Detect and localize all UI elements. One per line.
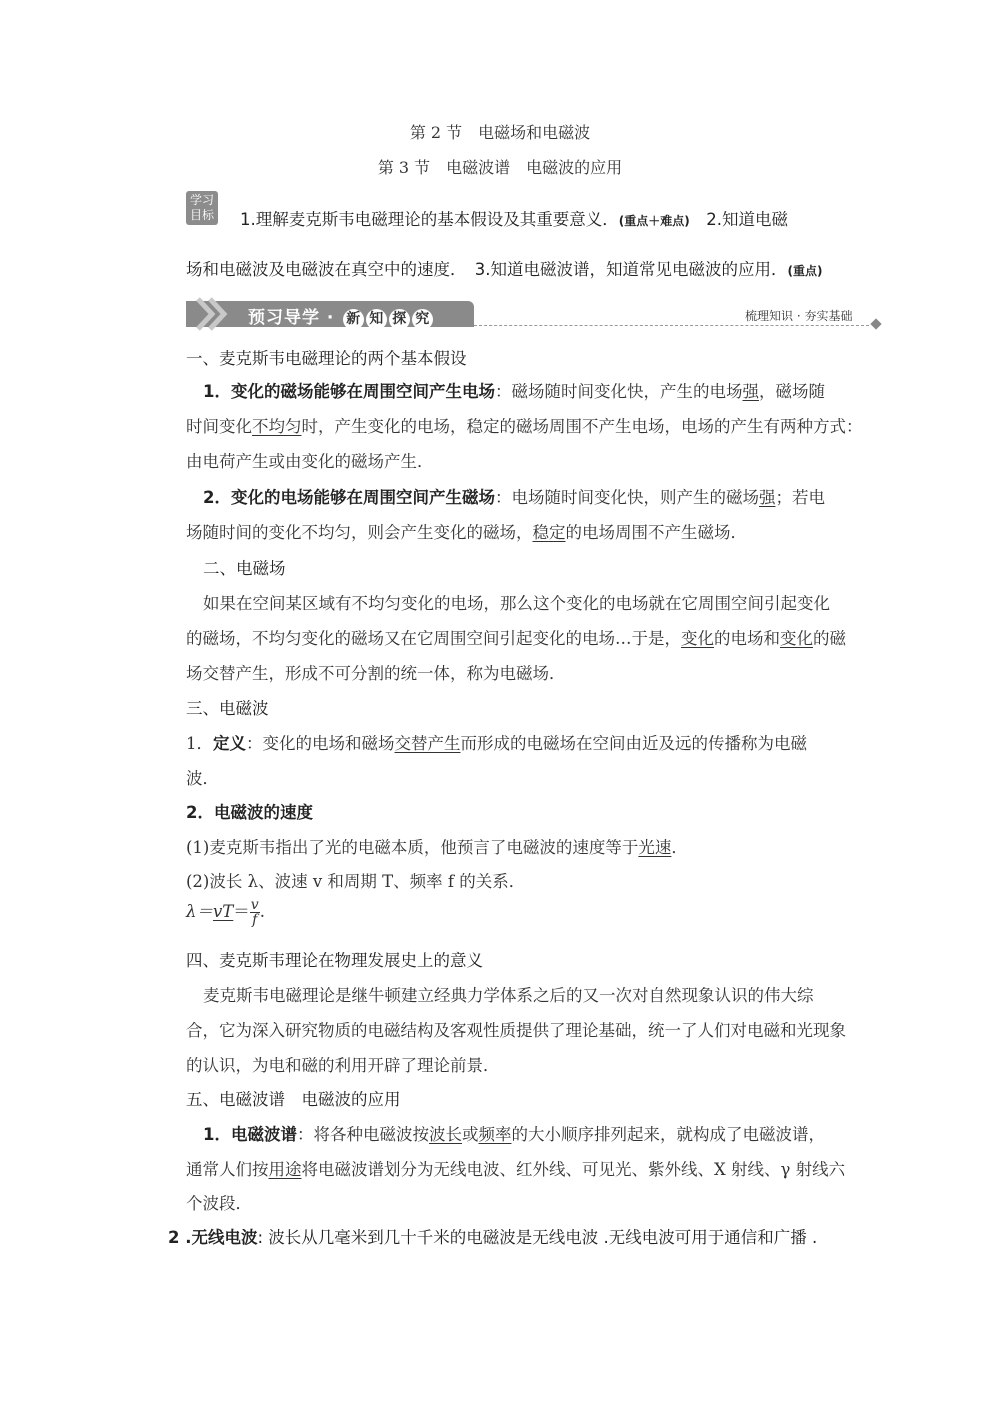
paragraph-line: [203, 484, 825, 508]
text: 场随时间的变化不均匀，则会产生变化的磁场，: [186, 523, 533, 542]
fraction: [250, 898, 260, 927]
heading-section-2: 二、电磁场: [203, 559, 286, 578]
goals-line-2: [186, 256, 822, 280]
text: ；若电: [775, 488, 825, 507]
heading-section-3: 三、电磁波: [186, 699, 269, 718]
paragraph-line: [168, 1224, 817, 1248]
text: 或: [461, 1125, 479, 1144]
underlined-answer: 变化: [681, 629, 714, 648]
text: 的电场和: [714, 629, 780, 648]
banner-dashed-rule: [474, 325, 869, 326]
paragraph-line: 场交替产生，形成不可分割的统一体，称为电磁场．: [186, 664, 566, 683]
underlined-answer: 变化: [780, 629, 813, 648]
paragraph-line: [186, 625, 846, 649]
circled-char: 新: [343, 309, 364, 330]
goal-2-start: 2.知道电磁: [689, 210, 788, 229]
numerator: v: [250, 897, 259, 913]
heading-section-5: 五、电磁波谱 电磁波的应用: [186, 1090, 401, 1109]
text: ：变化的电场和磁场: [246, 734, 395, 753]
goal-2-3-text: 场和电磁波及电磁波在真空中的速度． 3.知道电磁波谱，知道常见电磁波的应用．: [186, 260, 788, 279]
text: : 波长从几毫米到几十千米的电磁波是无线电波 .无线电波可用于通信和广播 .: [257, 1228, 818, 1247]
paragraph-line: [186, 1156, 845, 1180]
circled-char: 知: [366, 309, 387, 330]
bold-lead: 2．变化的电场能够在周围空间产生磁场: [203, 488, 495, 507]
bold-lead: 1．变化的磁场能够在周围空间产生电场: [203, 382, 495, 401]
denominator: f: [252, 912, 258, 928]
banner-subtitle: 梳理知识 · 夯实基础: [745, 309, 853, 323]
paragraph-line: 波．: [186, 769, 219, 788]
paragraph-line: [186, 413, 863, 437]
paragraph-line: 由电荷产生或由变化的磁场产生．: [186, 452, 434, 471]
underlined-answer: 不均匀: [252, 417, 302, 436]
underlined-answer: 光速: [638, 838, 672, 857]
section-title-3: 第 3 节 电磁波谱 电磁波的应用: [377, 158, 623, 177]
underlined-answer: 交替产生: [394, 734, 461, 753]
goal-1-text: 1.理解麦克斯韦电磁理论的基本假设及其重要意义．: [240, 210, 619, 229]
circled-char: 究: [412, 309, 433, 330]
text: 而形成的电磁场在空间由近及远的传播称为电磁: [460, 734, 807, 753]
text: ，磁场随: [758, 382, 825, 401]
section-title-2: 第 2 节 电磁场和电磁波: [409, 123, 591, 142]
bold-lead: 2 .无线电波: [168, 1228, 258, 1247]
learning-goals-badge: [186, 191, 218, 225]
text: ．: [671, 838, 688, 857]
banner-title: [248, 303, 433, 330]
paragraph-line: [186, 519, 747, 543]
text: 通常人们按: [186, 1160, 269, 1179]
paragraph-line: [203, 1121, 825, 1145]
text: 的磁: [813, 629, 846, 648]
paragraph-line: 的认识，为电和磁的利用开辟了理论前景．: [186, 1056, 500, 1075]
text: 的磁场，不均匀变化的磁场又在它周围空间引起变化的电场…于是，: [186, 629, 681, 648]
badge-bottom-text: 目标: [189, 208, 214, 222]
subheading-speed: 2．电磁波的速度: [186, 803, 313, 822]
bold-lead: 1．电磁波谱: [203, 1125, 297, 1144]
heading-section-1: 一、麦克斯韦电磁理论的两个基本假设: [186, 349, 467, 368]
circled-char: 探: [389, 309, 410, 330]
formula-lhs: λ＝: [186, 902, 213, 921]
paragraph-line: [203, 378, 825, 402]
badge-top-text: 学习: [189, 193, 214, 207]
formula: [186, 898, 265, 927]
diamond-icon: [870, 318, 881, 329]
text: 时，产生变化的电场，稳定的磁场周围不产生电场，电场的产生有两种方式：: [301, 417, 863, 436]
text: 1．: [186, 734, 213, 753]
text: ：将各种电磁波按: [296, 1125, 429, 1144]
banner-main-text: 预习导学 ·: [248, 308, 342, 328]
text: ：磁场随时间变化快，产生的电场: [494, 382, 743, 401]
paragraph-line: [186, 730, 807, 754]
paragraph-line: [186, 834, 688, 858]
heading-section-4: 四、麦克斯韦理论在物理发展史上的意义: [186, 951, 483, 970]
paragraph-line: 麦克斯韦电磁理论是继牛顿建立经典力学体系之后的又一次对自然现象认识的伟大综: [203, 986, 814, 1005]
text: 的电场周围不产生磁场．: [565, 523, 747, 542]
text: 时间变化: [186, 417, 252, 436]
paragraph-line: (2)波长 λ、波速 v 和周期 T、频率 f 的关系．: [186, 872, 526, 891]
text: ＝: [233, 902, 250, 921]
text: ：电场随时间变化快，则产生的磁场: [494, 488, 759, 507]
underlined-answer: 用途: [268, 1160, 302, 1179]
underlined-answer: 稳定: [532, 523, 566, 542]
underlined-answer: 频率: [478, 1125, 512, 1144]
underlined-answer: 强: [742, 382, 759, 401]
double-chevron-icon: [194, 297, 234, 331]
paragraph-line: 如果在空间某区域有不均匀变化的电场，那么这个变化的电场就在它周围空间引起变化: [203, 594, 830, 613]
underlined-answer: 强: [758, 488, 776, 507]
preview-banner: [186, 301, 474, 327]
text: .: [259, 902, 265, 921]
goals-line-1: [240, 206, 788, 230]
goal-3-note: (重点): [787, 264, 823, 278]
goal-1-note: (重点＋难点): [618, 214, 690, 228]
underlined-answer: 波长: [428, 1125, 462, 1144]
paragraph-line: 个波段．: [186, 1194, 252, 1213]
underlined-answer: vT: [212, 902, 234, 921]
bold-lead: 定义: [213, 734, 246, 753]
text: 的大小顺序排列起来，就构成了电磁波谱，: [511, 1125, 825, 1144]
text: (1)麦克斯韦指出了光的电磁本质，他预言了电磁波的速度等于: [186, 838, 639, 857]
text: 将电磁波谱划分为无线电波、红外线、可见光、紫外线、X 射线、γ 射线六: [301, 1160, 846, 1179]
paragraph-line: 合，它为深入研究物质的电磁结构及客观性质提供了理论基础，统一了人们对电磁和光现象: [186, 1021, 846, 1040]
